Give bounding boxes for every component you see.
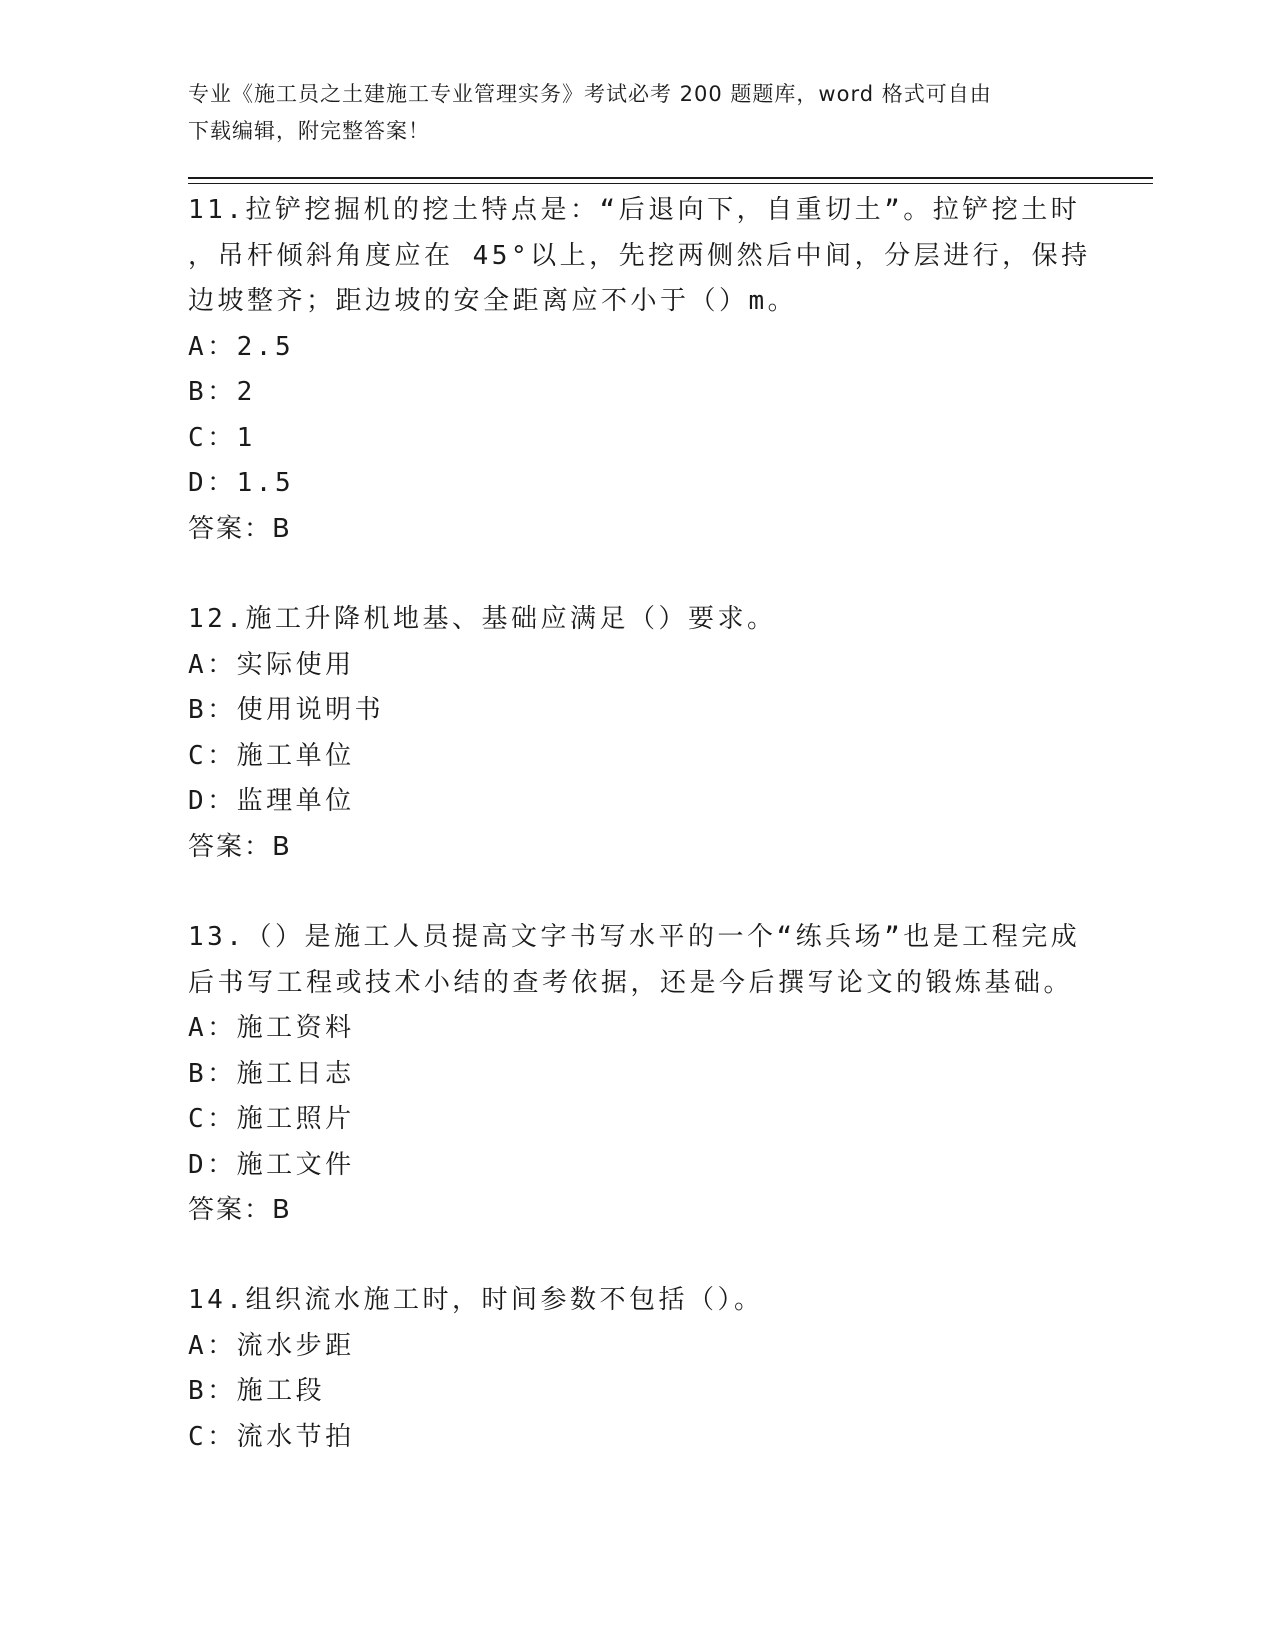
- header-line-2: 下载编辑，附完整答案！: [188, 119, 430, 143]
- question-text-line: 12.施工升降机地基、基础应满足（）要求。: [188, 604, 777, 634]
- option-c: C：施工照片: [188, 1104, 355, 1134]
- option-b: B：使用说明书: [188, 695, 385, 725]
- question-13: [188, 915, 1148, 1234]
- option-a: A：流水步距: [188, 1330, 355, 1361]
- option-b: B：2: [188, 377, 256, 407]
- option-c: C：1: [188, 422, 256, 453]
- option-a: A：实际使用: [188, 649, 355, 680]
- option-b: B：施工段: [188, 1376, 326, 1406]
- answer-label: 答案：B: [188, 513, 292, 544]
- header-divider-thick: [188, 177, 1153, 179]
- answer-label: 答案：B: [188, 831, 292, 862]
- header-line-1: 专业《施工员之土建施工专业管理实务》考试必考 200 题题库，word 格式可自由: [188, 82, 992, 106]
- option-c: C：施工单位: [188, 740, 355, 771]
- option-d: D：监理单位: [188, 786, 355, 816]
- option-a: A：2.5: [188, 331, 295, 362]
- question-14: [188, 1278, 1148, 1460]
- question-text-line: ，吊杆倾斜角度应在 45°以上，先挖两侧然后中间，分层进行，保持: [188, 240, 1091, 271]
- option-a: A：施工资料: [188, 1013, 355, 1043]
- question-text-line: 边坡整齐；距边坡的安全距离应不小于（）m。: [188, 286, 798, 316]
- option-d: D：施工文件: [188, 1149, 355, 1180]
- question-text-line: 11.拉铲挖掘机的挖土特点是：“后退向下，自重切土”。拉铲挖土时: [188, 195, 1081, 225]
- question-12: [188, 597, 1148, 870]
- option-d: D：1.5: [188, 468, 295, 498]
- option-c: C：流水节拍: [188, 1421, 355, 1452]
- question-text-line: 后书写工程或技术小结的查考依据，还是今后撰写论文的锻炼基础。: [188, 967, 1074, 998]
- header-divider-thin: [188, 183, 1153, 184]
- question-11: [188, 188, 1148, 552]
- option-b: B：施工日志: [188, 1058, 355, 1089]
- answer-label: 答案：B: [188, 1195, 292, 1225]
- document-header: [188, 76, 1088, 150]
- question-text-line: 13.（）是施工人员提高文字书写水平的一个“练兵场”也是工程完成: [188, 922, 1081, 952]
- question-text-line: 14.组织流水施工时，时间参数不包括（）。: [188, 1285, 764, 1315]
